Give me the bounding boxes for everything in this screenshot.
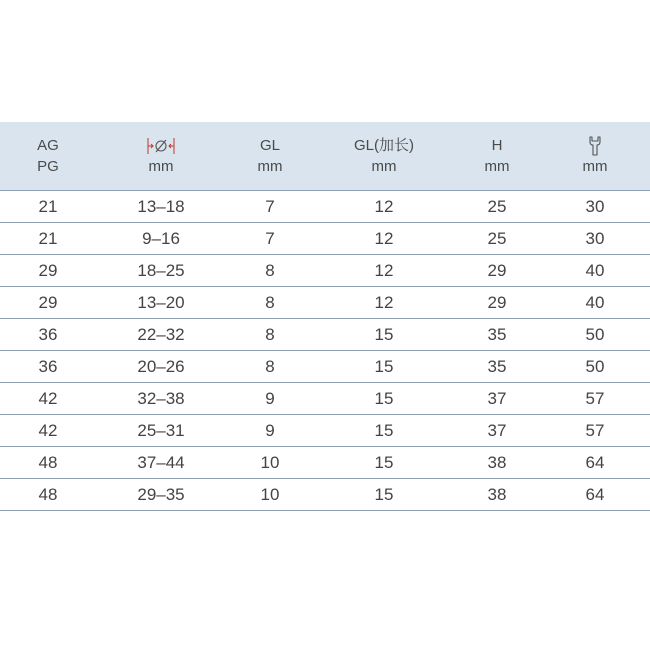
cell-h: 38: [487, 484, 507, 504]
header-label-top: GL: [259, 137, 280, 154]
cell-gl-extended: 12: [374, 292, 394, 312]
table-body: [0, 191, 650, 511]
cell-wrench-size: 30: [585, 196, 605, 216]
cell-thread-size: 48: [38, 452, 58, 472]
cell-gl-extended: 15: [374, 420, 394, 440]
header-thread-size: [0, 122, 96, 190]
header-label-bottom: mm: [371, 158, 397, 175]
cell-wrench-size: 40: [585, 292, 605, 312]
cell-wrench-size: 57: [585, 388, 605, 408]
cell-gl-extended: 15: [374, 484, 394, 504]
table-row: [0, 255, 650, 287]
cell-h: 37: [487, 388, 507, 408]
cell-gl: 8: [265, 356, 275, 376]
cell-clamping-range: 32–38: [137, 388, 185, 408]
cell-wrench-size: 57: [585, 420, 605, 440]
cell-clamping-range: 13–20: [137, 292, 185, 312]
table-row: [0, 191, 650, 223]
table-header-row: [0, 122, 650, 191]
cell-thread-size: 21: [38, 228, 58, 248]
header-h: [454, 122, 540, 190]
header-gl-extended: [314, 122, 454, 190]
header-label-bottom: PG: [37, 158, 59, 175]
cell-gl: 9: [265, 388, 275, 408]
cell-wrench-size: 30: [585, 228, 605, 248]
cell-gl: 8: [265, 260, 275, 280]
cell-thread-size: 21: [38, 196, 58, 216]
cell-h: 25: [487, 228, 507, 248]
cell-gl-extended: 12: [374, 260, 394, 280]
table-row: [0, 351, 650, 383]
cell-h: 25: [487, 196, 507, 216]
cell-clamping-range: 37–44: [137, 452, 185, 472]
header-wrench-size: [540, 122, 650, 190]
cell-gl: 9: [265, 420, 275, 440]
header-label-top: H: [491, 137, 503, 154]
cell-h: 37: [487, 420, 507, 440]
diameter-range-icon: [144, 135, 178, 156]
cell-thread-size: 42: [38, 388, 58, 408]
cell-thread-size: 29: [38, 292, 58, 312]
cell-clamping-range: 20–26: [137, 356, 185, 376]
cell-h: 29: [487, 292, 507, 312]
cell-gl: 10: [260, 484, 280, 504]
cell-gl: 7: [265, 228, 275, 248]
header-label-bottom: mm: [148, 158, 174, 175]
cell-wrench-size: 40: [585, 260, 605, 280]
cell-gl: 7: [265, 196, 275, 216]
header-gl: [226, 122, 314, 190]
cell-h: 38: [487, 452, 507, 472]
cell-wrench-size: 64: [585, 484, 605, 504]
cell-wrench-size: 64: [585, 452, 605, 472]
cell-h: 29: [487, 260, 507, 280]
cell-gl: 10: [260, 452, 280, 472]
spec-table: [0, 122, 650, 511]
cell-clamping-range: 25–31: [137, 420, 185, 440]
cell-gl-extended: 15: [374, 356, 394, 376]
cell-gl-extended: 12: [374, 228, 394, 248]
cell-clamping-range: 29–35: [137, 484, 185, 504]
table-row: [0, 287, 650, 319]
cell-gl-extended: 15: [374, 388, 394, 408]
header-label-bottom: mm: [582, 158, 608, 175]
table-row: [0, 479, 650, 511]
cell-gl: 8: [265, 324, 275, 344]
table-row: [0, 447, 650, 479]
table-row: [0, 415, 650, 447]
cell-gl: 8: [265, 292, 275, 312]
cell-thread-size: 29: [38, 260, 58, 280]
cell-wrench-size: 50: [585, 356, 605, 376]
cell-clamping-range: 18–25: [137, 260, 185, 280]
table-row: [0, 319, 650, 351]
wrench-icon: [586, 135, 604, 156]
cell-gl-extended: 15: [374, 324, 394, 344]
cell-clamping-range: 22–32: [137, 324, 185, 344]
cell-thread-size: 36: [38, 356, 58, 376]
cell-gl-extended: 15: [374, 452, 394, 472]
cell-thread-size: 48: [38, 484, 58, 504]
cell-gl-extended: 12: [374, 196, 394, 216]
cell-wrench-size: 50: [585, 324, 605, 344]
cell-h: 35: [487, 356, 507, 376]
cell-clamping-range: 9–16: [142, 228, 180, 248]
header-clamping-range: [96, 122, 226, 190]
header-label-bottom: mm: [484, 158, 510, 175]
cell-clamping-range: 13–18: [137, 196, 185, 216]
header-label-bottom: mm: [257, 158, 283, 175]
cell-thread-size: 36: [38, 324, 58, 344]
cell-h: 35: [487, 324, 507, 344]
header-label-top: AG: [37, 137, 59, 154]
cell-thread-size: 42: [38, 420, 58, 440]
table-row: [0, 223, 650, 255]
table-row: [0, 383, 650, 415]
header-label-top: GL(加长): [353, 137, 414, 154]
